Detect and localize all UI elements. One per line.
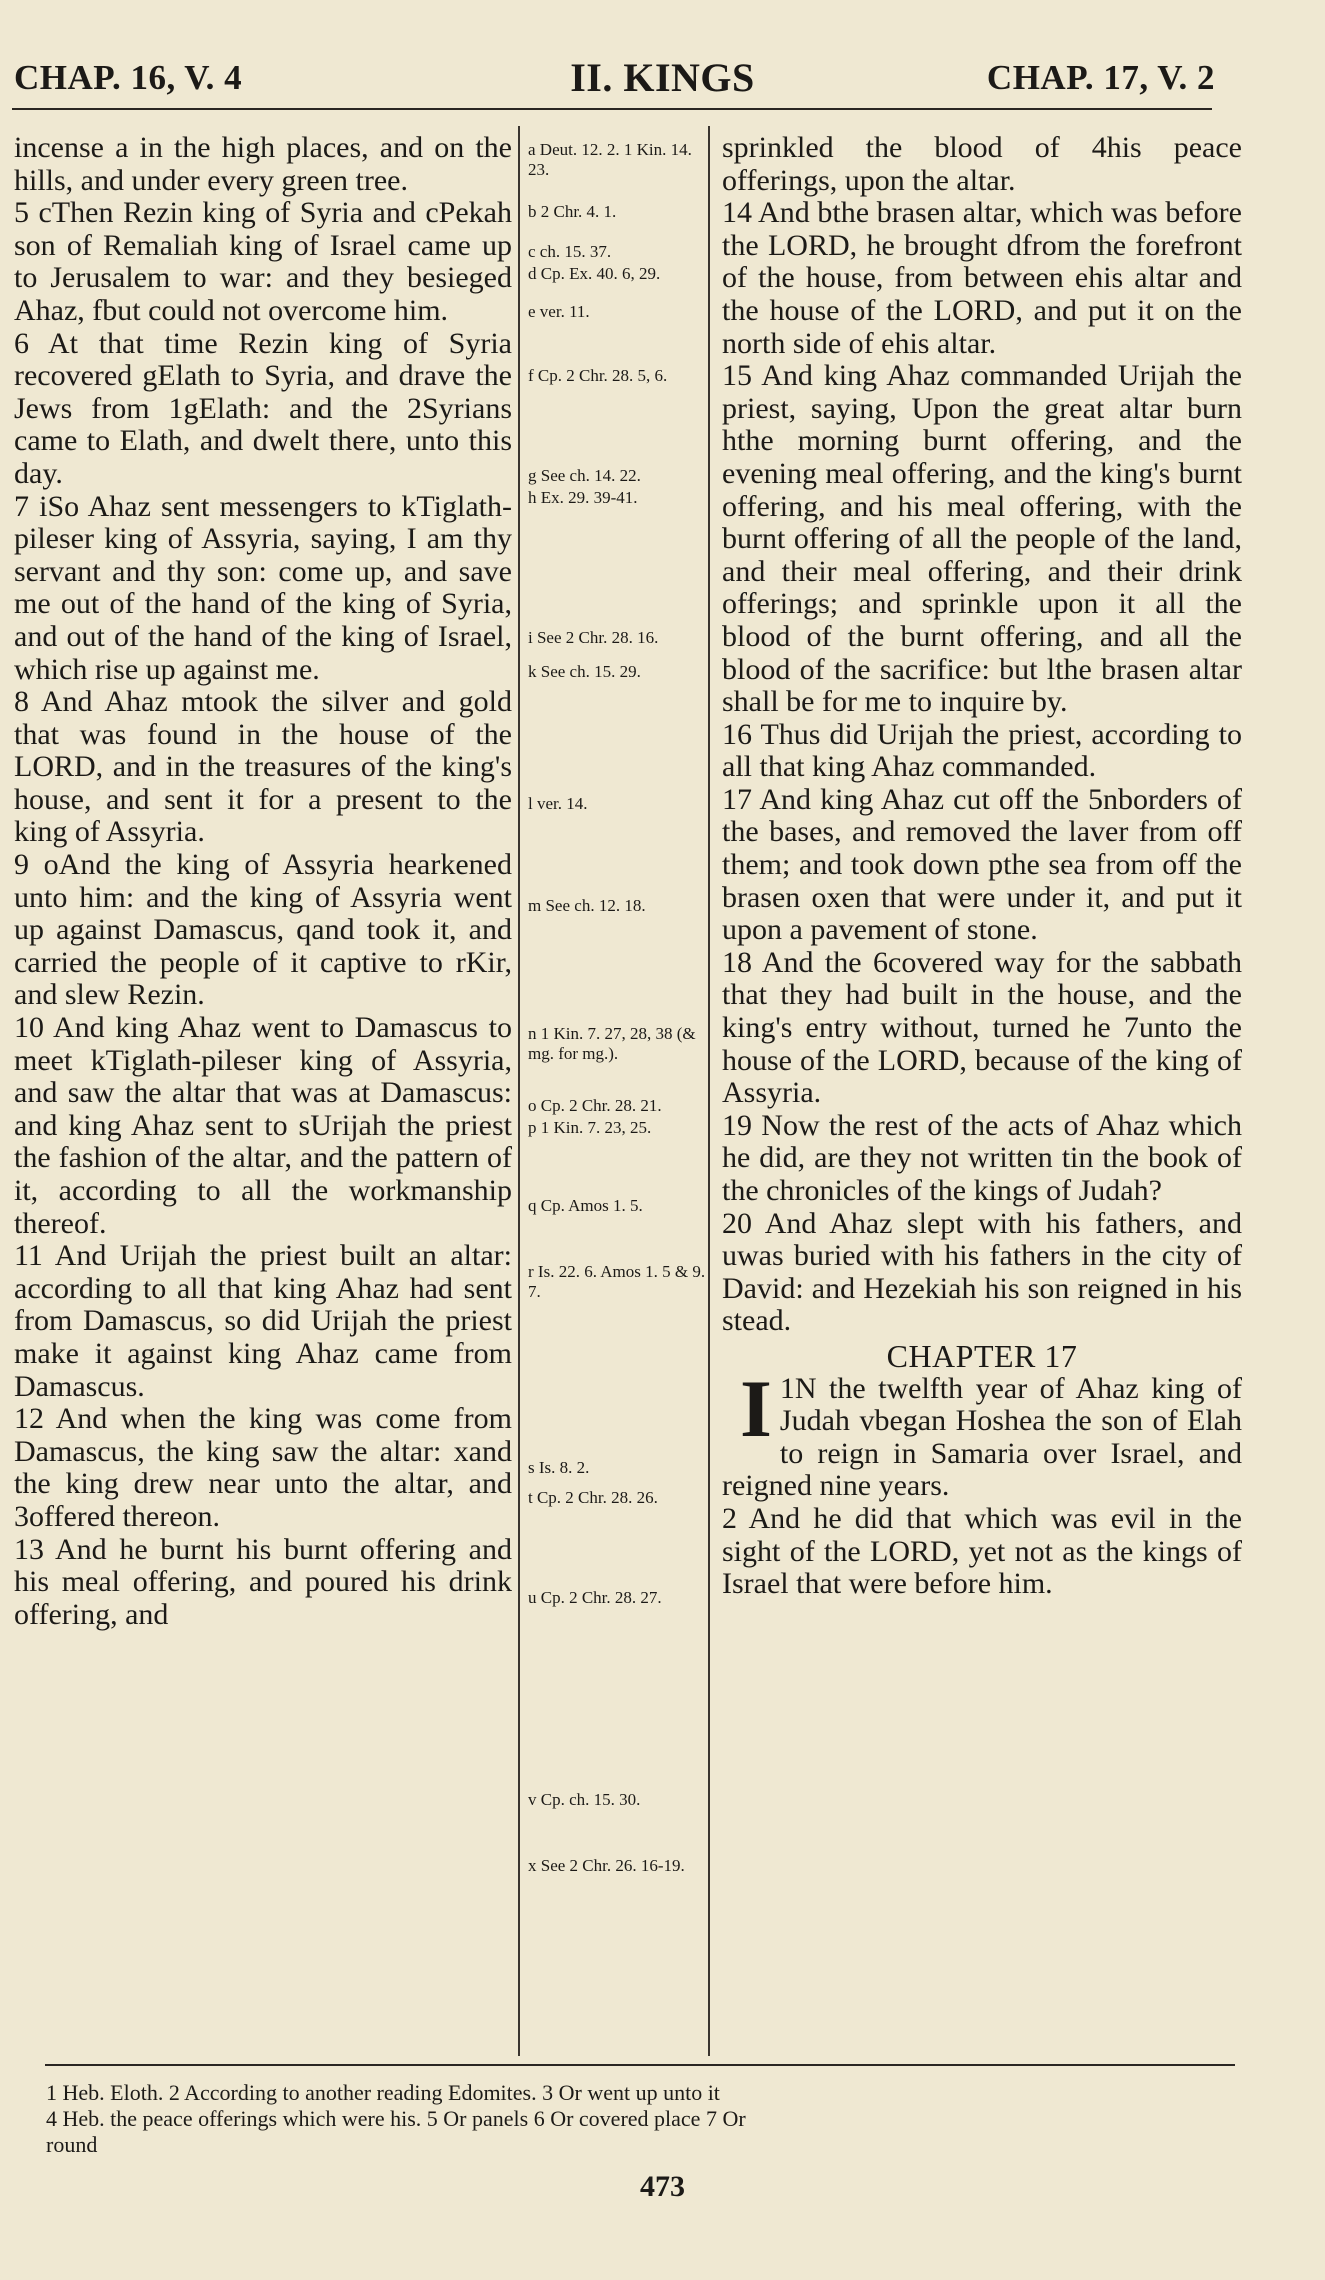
column-divider-right	[708, 126, 710, 2056]
verse-text: 12 And when the king was come from Damascus, the king saw the altar: xand the king drew near unto the altar, and 3offered thereon.	[14, 1402, 512, 1533]
cross-ref: b 2 Chr. 4. 1.	[528, 202, 617, 221]
verse-text: 7 iSo Ahaz sent messengers to kTiglath-pileser king of Assyria, saying, I am thy servant and thy son: come up, and save me out of the hand of the king of Syria, and out of the hand of the king of Israel, which rise up against me.	[14, 489, 512, 686]
cross-ref: t Cp. 2 Chr. 28. 26.	[528, 1488, 658, 1507]
verse-text: 10 And king Ahaz went to Damascus to meet kTiglath-pileser king of Assyria, and saw the altar that was at Damascus: and king Ahaz sent to sUrijah the priest the fashion of the altar, and the pattern of it, according to all the workmanship thereof.	[14, 1011, 512, 1240]
footnote-line: round	[46, 2132, 98, 2157]
cross-ref: s Is. 8. 2.	[528, 1458, 590, 1477]
cross-ref: r Is. 22. 6. Amos 1. 5 & 9. 7.	[528, 1262, 706, 1301]
verse-text: sprinkled the blood of 4his peace offerings, upon the altar.	[722, 131, 1242, 197]
book-title: II. KINGS	[570, 55, 755, 100]
cross-ref: c ch. 15. 37.	[528, 242, 612, 261]
cross-ref: v Cp. ch. 15. 30.	[528, 1790, 641, 1809]
verse-text: 6 At that time Rezin king of Syria recovered gElath to Syria, and drave the Jews from 1gElath: and the 2Syrians came to Elath, and dwelt there, unto this day.	[14, 326, 512, 490]
right-text-column	[722, 132, 1242, 1601]
cross-ref: g See ch. 14. 22.	[528, 466, 641, 485]
cross-ref: x See 2 Chr. 26. 16-19.	[528, 1856, 685, 1875]
column-divider-left	[518, 126, 520, 2056]
footnote-line: 4 Heb. the peace offerings which were his. 5 Or panels 6 Or covered place 7 Or	[46, 2106, 746, 2131]
cross-ref: e ver. 11.	[528, 302, 590, 321]
cross-ref: p 1 Kin. 7. 23, 25.	[528, 1118, 652, 1137]
cross-ref: u Cp. 2 Chr. 28. 27.	[528, 1588, 662, 1607]
verse-number: 1	[779, 1371, 795, 1405]
cross-ref: h Ex. 29. 39-41.	[528, 488, 638, 507]
running-head-left: CHAP. 16, V. 4	[14, 58, 243, 97]
chapter17-verse1	[722, 1362, 1242, 1503]
drop-cap: I	[740, 1362, 772, 1454]
verse-text: 15 And king Ahaz commanded Urijah the priest, saying, Upon the great altar burn hthe morning burnt offering, and the evening meal offering, and the king's burnt offering, and his meal offering, with the burnt offering of all the people of the land, and their meal offering, and their drink offerings; and sprinkle upon it all the blood of the burnt offering, and all the blood of the sacrifice: but lthe brasen altar shall be for me to inquire by.	[722, 359, 1242, 719]
verse-text: 8 And Ahaz mtook the silver and gold that was found in the house of the LORD, and in the treasures of the king's house, and sent it for a present to the king of Assyria.	[14, 685, 512, 849]
verse-text: 13 And he burnt his burnt offering and his meal offering, and poured his drink offering, and	[14, 1532, 512, 1631]
cross-ref: q Cp. Amos 1. 5.	[528, 1196, 643, 1215]
left-text-column	[14, 132, 512, 1631]
verse-text: incense a in the high places, and on the hills, and under every green tree.	[14, 131, 512, 197]
cross-ref: f Cp. 2 Chr. 28. 5, 6.	[528, 366, 668, 385]
verse-text: 19 Now the rest of the acts of Ahaz which he did, are they not written tin the book of the chronicles of the kings of Judah?	[722, 1108, 1242, 1207]
chapter-heading: CHAPTER 17	[886, 1337, 1078, 1374]
cross-ref: d Cp. Ex. 40. 6, 29.	[528, 264, 661, 283]
cross-ref: o Cp. 2 Chr. 28. 21.	[528, 1096, 662, 1115]
cross-ref: n 1 Kin. 7. 27, 28, 38 (& mg. for mg.).	[528, 1024, 696, 1063]
footnote-rule	[45, 2064, 1235, 2066]
running-head-right: CHAP. 17, V. 2	[986, 58, 1215, 97]
verse-text: 9 oAnd the king of Assyria hearkened unto him: and the king of Assyria went up against Damascus, qand took it, and carried the people of it captive to rKir, and slew Rezin.	[14, 848, 512, 1012]
verse-text: 18 And the 6covered way for the sabbath that they had built in the house, and the king's entry without, turned he 7unto the house of the LORD, because of the king of Assyria.	[722, 945, 1242, 1110]
verse-text: 17 And king Ahaz cut off the 5nborders of the bases, and removed the laver from off them; and took down pthe sea from off the brasen oxen that were under it, and put it upon a pavement of stone.	[722, 782, 1242, 947]
footnote-line: 1 Heb. Eloth. 2 According to another reading Edomites. 3 Or went up unto it	[46, 2080, 720, 2105]
verse-text: 16 Thus did Urijah the priest, according to all that king Ahaz commanded.	[722, 717, 1242, 784]
verse-text: N the twelfth year of Ahaz king of Judah vbegan Hoshea the son of Elah to reign in Samaria over Israel, and reigned nine years.	[722, 1371, 1242, 1503]
page-number: 473	[640, 2170, 685, 2203]
cross-ref: a Deut. 12. 2. 1 Kin. 14. 23.	[528, 140, 692, 179]
header-rule	[12, 108, 1212, 110]
verse-text: 5 cThen Rezin king of Syria and cPekah son of Remaliah king of Israel came up to Jerusalem to war: and they besieged Ahaz, fbut could not overcome him.	[14, 196, 512, 327]
verse-text: 11 And Urijah the priest built an altar: according to all that king Ahaz had sent from Damascus, so did Urijah the priest make it against king Ahaz came from Damascus.	[14, 1239, 512, 1403]
cross-ref: k See ch. 15. 29.	[528, 662, 641, 681]
cross-ref: i See 2 Chr. 28. 16.	[528, 628, 659, 647]
footnotes	[46, 2080, 1246, 2158]
cross-ref: m See ch. 12. 18.	[528, 896, 646, 915]
verse-text: 14 And bthe brasen altar, which was before the LORD, he brought dfrom the forefront of the house, from between ehis altar and the house of the LORD, and put it on the north side of ehis altar.	[722, 196, 1242, 360]
verse-text: 20 And Ahaz slept with his fathers, and uwas buried with his fathers in the city of David: and Hezekiah his son reigned in his stead.	[722, 1206, 1242, 1338]
cross-ref: l ver. 14.	[528, 794, 588, 813]
verse-text: 2 And he did that which was evil in the sight of the LORD, yet not as the kings of Israel that were before him.	[722, 1501, 1242, 1601]
